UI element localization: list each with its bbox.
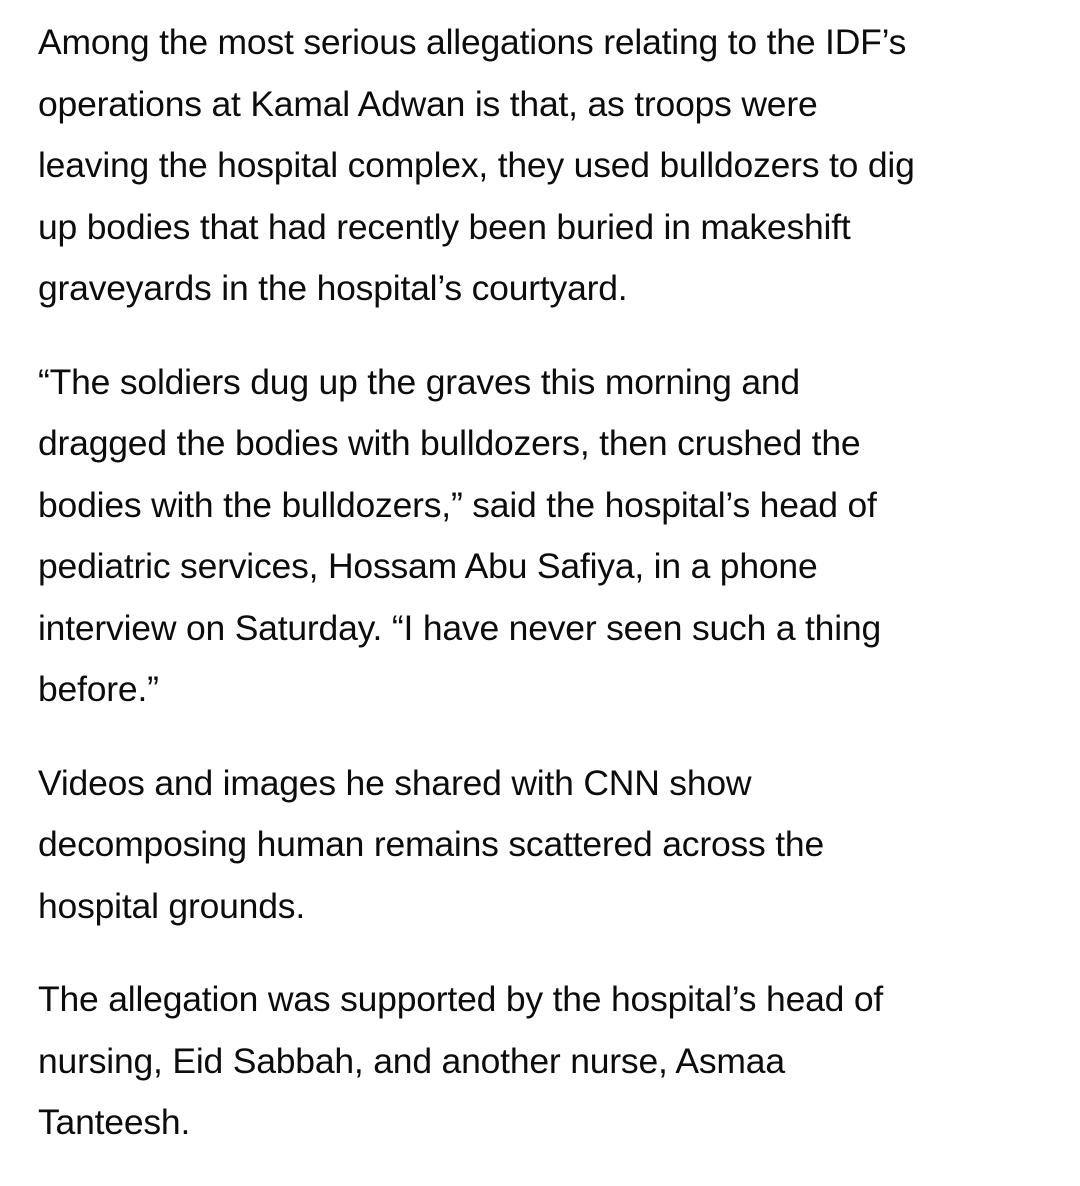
text-line: operations at Kamal Adwan is that, as troops were [38,83,818,124]
text-line: dragged the bodies with bulldozers, then crushed the [38,423,861,463]
text-line: “The soldiers dug up the graves this morning and [38,361,800,402]
text-line: pediatric services, Hossam Abu Safiya, in a phone [38,546,818,586]
text-line: up bodies that had recently been buried in makeshift [38,206,851,247]
article-body [38,12,1048,1186]
text-line: hospital grounds. [38,885,305,926]
text-line: before.” [38,669,159,709]
paragraph-4 [38,969,1048,1154]
text-line: Among the most serious allegations relating to the IDF’s [38,22,907,62]
text-line: bodies with the bulldozers,” said the hospital’s head of [38,484,877,525]
text-line: interview on Saturday. “I have never seen such a thing [38,607,882,648]
text-line: decomposing human remains scattered across the [38,824,825,864]
text-line: Videos and images he shared with CNN show [38,762,752,803]
text-line: leaving the hospital complex, they used bulldozers to dig [38,145,915,185]
paragraph-1 [38,12,1048,320]
paragraph-2 [38,352,1048,721]
text-line: graveyards in the hospital’s courtyard. [38,268,628,308]
text-line: nursing, Eid Sabbah, and another nurse, Asmaa [38,1040,785,1081]
paragraph-3 [38,753,1048,938]
text-line: Tanteesh. [38,1102,191,1142]
text-line: The allegation was supported by the hospital’s head of [38,979,884,1019]
